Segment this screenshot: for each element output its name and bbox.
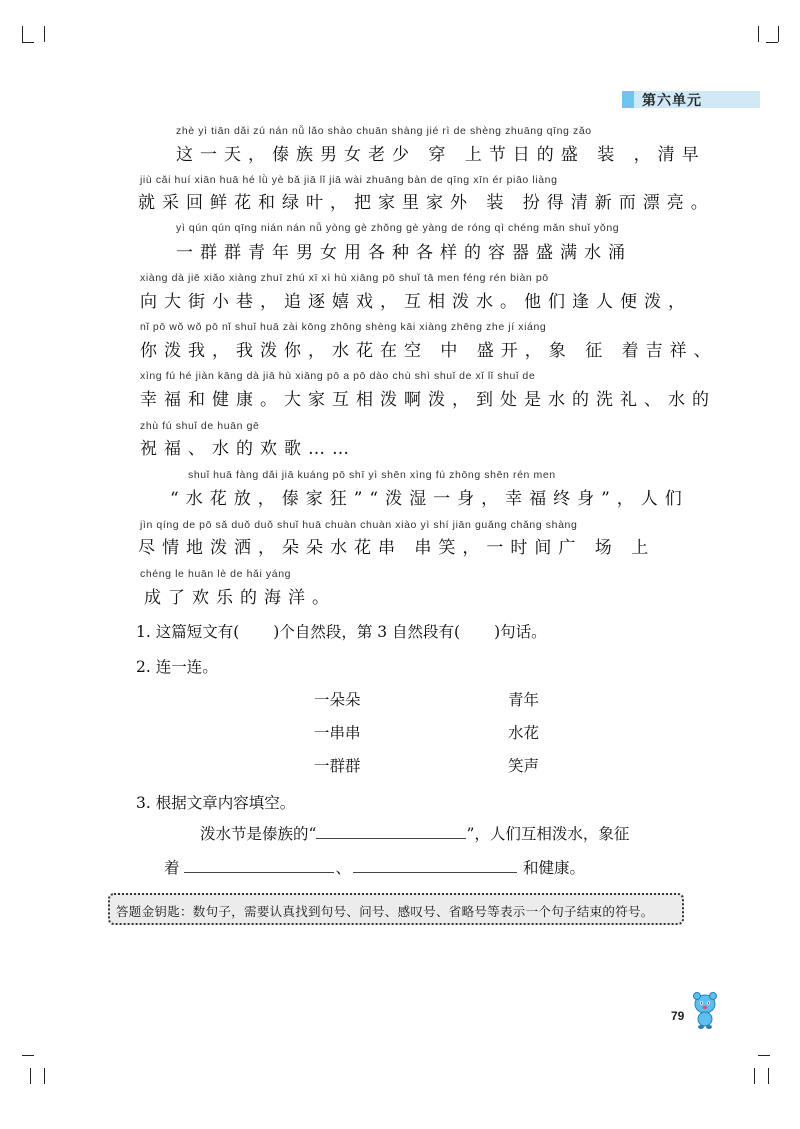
text-line: 就采回鲜花和绿叶，把家里家外 装 扮得清新而漂亮。 — [138, 193, 715, 213]
crop-mark — [22, 42, 34, 43]
pinyin-line: yì qún qún qīng nián nán nǚ yòng gè zhǒng gè yàng de róng qì chéng mǎn shuǐ yǒng — [176, 222, 620, 234]
pinyin-line: zhù fú shuǐ de huān gē — [140, 420, 260, 432]
match-right-item[interactable]: 笑声 — [508, 757, 540, 775]
text-line: 祝福、水的欢歌…… — [140, 439, 356, 459]
text-line: 向大街小巷，追逐嬉戏，互相泼水。他们逢人便泼， — [140, 292, 692, 312]
text-line: 成了欢乐的海洋。 — [144, 588, 336, 608]
pinyin-line: shuǐ huā fàng dǎi jiā kuáng pō shī yì shēn xìng fú zhōng shēn rén men — [188, 469, 556, 481]
crop-mark — [44, 1068, 45, 1084]
text-line: “水花放，傣家狂”“泼湿一身，幸福终身”，人们 — [170, 489, 689, 509]
page-number: 79 — [671, 1009, 685, 1023]
answer-blank[interactable] — [353, 872, 517, 873]
pinyin-line: xìng fú hé jiàn kāng dà jiā hù xiāng pō a pō dào chù shì shuǐ de xǐ lǐ shuǐ de — [140, 370, 536, 382]
tip-text: 答题金钥匙：数句子，需要认真找到句号、问号、感叹号、省略号等表示一个句子结束的符号。 — [116, 904, 654, 919]
question-1-part-a: 1. 这篇短文有( — [136, 623, 240, 641]
text-line: 一群群青年男女用各种各样的容器盛满水涌 — [176, 243, 632, 263]
question-2-title: 2. 连一连。 — [136, 658, 218, 676]
match-left-item[interactable]: 一朵朵 — [314, 691, 361, 709]
question-1 — [136, 620, 547, 642]
question-3-text: 、 — [335, 859, 352, 877]
crop-mark — [30, 1068, 31, 1084]
crop-mark — [44, 26, 45, 42]
pinyin-line: zhè yì tiān dǎi zú nán nǚ lǎo shào chuān shàng jié rì de shèng zhuāng qīng zǎo — [176, 125, 592, 137]
question-1-part-b: )个自然段，第 3 自然段有( — [273, 623, 461, 641]
match-left-item[interactable]: 一群群 — [314, 757, 361, 775]
pinyin-line: nǐ pō wǒ wǒ pō nǐ shuǐ huā zài kōng zhōng shèng kāi xiàng zhēng zhe jí xiáng — [140, 321, 547, 333]
answer-blank[interactable] — [184, 872, 334, 873]
question-3-text: 泼水节是傣族的“ — [200, 825, 317, 843]
pinyin-line: jiù cǎi huí xiān huā hé lǜ yè bǎ jiā lǐ jiā wài zhuāng bàn de qīng xīn ér piāo liàng — [140, 174, 558, 186]
crop-mark — [758, 1055, 770, 1056]
crop-mark — [22, 1055, 34, 1056]
crop-mark — [22, 26, 23, 42]
crop-mark — [754, 1068, 755, 1084]
answer-blank[interactable] — [316, 838, 466, 839]
unit-header — [622, 91, 760, 108]
question-3-title: 3. 根据文章内容填空。 — [136, 794, 296, 812]
unit-title: 第六单元 — [642, 93, 702, 109]
text-line: 尽情地泼洒，朵朵水花串 串笑，一时间广 场 上 — [138, 538, 656, 558]
tip-box — [108, 893, 684, 925]
text-line: 你泼我，我泼你，水花在空 中 盛开，象 征 着吉祥、 — [140, 341, 718, 361]
crop-mark — [758, 26, 759, 42]
question-1-part-c: )句话。 — [494, 623, 547, 641]
crop-mark — [778, 26, 779, 42]
crop-mark — [766, 42, 778, 43]
question-3-line-1 — [200, 822, 629, 844]
pinyin-line: xiàng dà jiē xiǎo xiàng zhuī zhú xī xì hù xiāng pō shuǐ tā men féng rén biàn pō — [140, 272, 549, 284]
pinyin-line: jìn qíng de pō sǎ duǒ duǒ shuǐ huā chuàn chuàn xiào yì shí jiān guǎng chǎng shàng — [140, 519, 578, 531]
mascot-icon — [690, 990, 720, 1030]
match-left-item[interactable]: 一串串 — [314, 724, 361, 742]
question-3-text: ”，人们互相泼水，象征 — [466, 825, 630, 843]
match-right-item[interactable]: 青年 — [508, 691, 540, 709]
question-3-line-2 — [164, 856, 585, 878]
text-line: 幸福和健康。大家互相泼啊泼，到处是水的洗礼、水的 — [140, 390, 716, 410]
pinyin-line: chéng le huān lè de hǎi yáng — [140, 568, 292, 580]
text-line: 这一天，傣族男女老少 穿 上节日的盛 装 ，清早 — [176, 145, 706, 165]
crop-mark — [768, 1068, 769, 1084]
match-right-item[interactable]: 水花 — [508, 724, 540, 742]
question-3-text: 和健康。 — [523, 859, 586, 877]
question-3-text: 着 — [164, 859, 180, 877]
